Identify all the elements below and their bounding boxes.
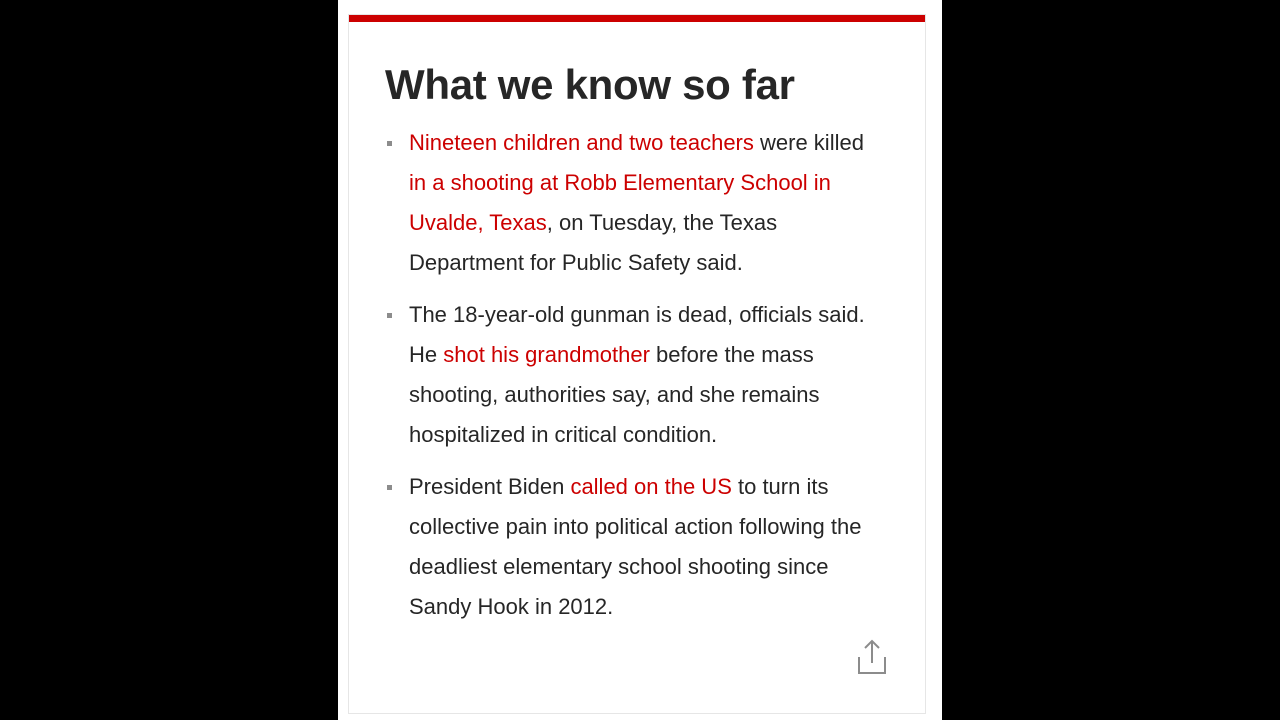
bullet-text: before the mass shooting, authorities say, and she remains hospitalized in critical condition. xyxy=(409,342,820,447)
list-item xyxy=(409,123,887,283)
what-we-know-card xyxy=(348,14,926,714)
link-robb-elementary-shooting[interactable]: in a shooting at Robb Elementary School in Uvalde, Texas xyxy=(409,170,831,235)
list-item xyxy=(409,467,887,627)
article-page xyxy=(338,0,942,720)
bullet-text: to turn its collective pain into political action following the deadliest elementary school shooting since Sandy Hook in 2012. xyxy=(409,474,862,619)
share-icon xyxy=(855,637,889,677)
bullet-marker xyxy=(387,485,392,490)
bullet-marker xyxy=(387,313,392,318)
bullet-text: , on Tuesday, the Texas Department for Public Safety said. xyxy=(409,210,778,275)
link-shot-grandmother[interactable]: shot his grandmother xyxy=(443,342,650,367)
bullet-marker xyxy=(387,141,392,146)
link-called-on-us[interactable]: called on the US xyxy=(570,474,732,499)
card-accent-bar xyxy=(349,15,925,22)
list-item xyxy=(409,295,887,455)
bullet-text: The 18-year-old gunman is dead, officials said. He xyxy=(409,302,865,367)
bullet-text: President Biden xyxy=(409,474,571,499)
bullet-text: were killed xyxy=(753,130,864,155)
key-facts-list xyxy=(409,123,887,639)
card-title: What we know so far xyxy=(385,61,795,108)
link-nineteen-children[interactable]: Nineteen children and two teachers xyxy=(409,130,754,155)
share-button[interactable] xyxy=(855,637,889,677)
